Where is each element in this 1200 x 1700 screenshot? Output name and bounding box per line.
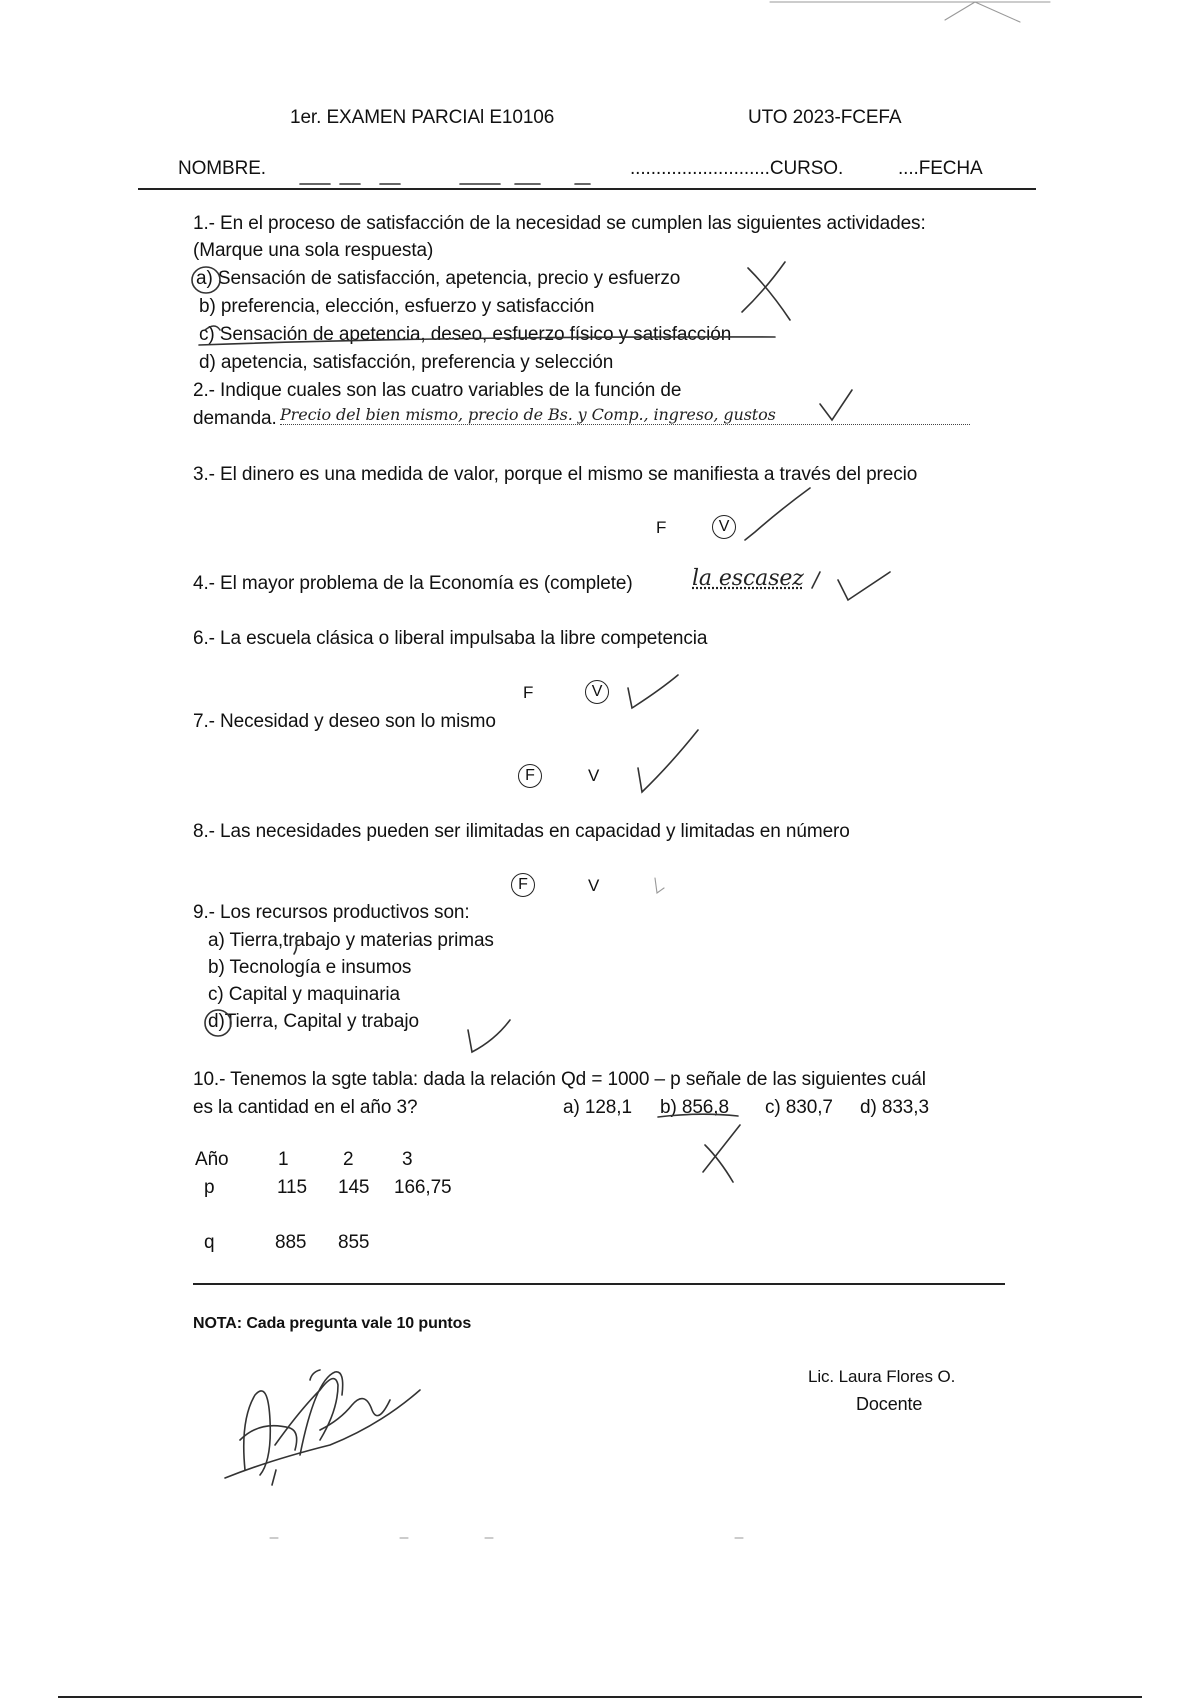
signature bbox=[225, 1370, 420, 1485]
table-q-label: q bbox=[204, 1232, 215, 1253]
table-header-2: 2 bbox=[343, 1149, 354, 1170]
footer-divider bbox=[193, 1283, 1005, 1285]
table-p-1: 115 bbox=[277, 1177, 307, 1198]
q8-true: V bbox=[588, 876, 600, 895]
q8-mark bbox=[655, 878, 664, 893]
fecha-label: ....FECHA bbox=[898, 158, 983, 179]
q8-question: 8.- Las necesidades pueden ser ilimitadas en capacidad y limitadas en número bbox=[193, 821, 850, 842]
q9-option-d: d)Tierra, Capital y trabajo bbox=[208, 1011, 419, 1032]
scan-mark-top bbox=[770, 2, 1050, 22]
teacher-role: Docente bbox=[856, 1394, 923, 1414]
q1-option-d: d) apetencia, satisfacción, preferencia y selección bbox=[199, 352, 614, 373]
nota: NOTA: Cada pregunta vale 10 puntos bbox=[193, 1315, 472, 1332]
q3-question: 3.- El dinero es una medida de valor, porque el mismo se manifiesta a través del precio bbox=[193, 464, 918, 485]
q2-question: 2.- Indique cuales son las cuatro variables de la función de bbox=[193, 380, 682, 401]
q10-option-b: b) 856,8 bbox=[660, 1097, 729, 1118]
bottom-edge-line bbox=[58, 1696, 1142, 1698]
q7-check bbox=[638, 730, 698, 792]
q3-true-circled: V bbox=[712, 515, 736, 539]
q7-false-circled: F bbox=[518, 764, 542, 788]
q6-question: 6.- La escuela clásica o liberal impulsaba la libre competencia bbox=[193, 628, 708, 649]
q1-cross-mark bbox=[742, 262, 790, 320]
q6-check bbox=[628, 675, 678, 708]
table-q-1: 885 bbox=[275, 1232, 307, 1253]
curso-label: ...........................CURSO. bbox=[630, 158, 844, 179]
q1-question: 1.- En el proceso de satisfacción de la necesidad se cumplen las siguientes actividades: bbox=[193, 213, 926, 234]
table-header-3: 3 bbox=[402, 1149, 413, 1170]
q3-false: F bbox=[656, 518, 667, 537]
q1-instruction: (Marque una sola respuesta) bbox=[193, 240, 434, 261]
q10-line1: 10.- Tenemos la sgte tabla: dada la relación Qd = 1000 – p señale de las siguientes cuál bbox=[193, 1069, 926, 1090]
q10-cross-mark bbox=[703, 1125, 740, 1182]
q7-true: V bbox=[588, 766, 600, 785]
q1-option-b: b) preferencia, elección, esfuerzo y satisfacción bbox=[199, 296, 595, 317]
q6-true-circled: V bbox=[585, 680, 609, 704]
nombre-label: NOMBRE. bbox=[178, 158, 266, 179]
q7-question: 7.- Necesidad y deseo son lo mismo bbox=[193, 711, 496, 732]
q10-option-a: a) 128,1 bbox=[563, 1097, 632, 1118]
q10-option-d: d) 833,3 bbox=[860, 1097, 929, 1118]
q4-check bbox=[838, 572, 890, 600]
table-p-3: 166,75 bbox=[394, 1177, 452, 1198]
table-p-2: 145 bbox=[338, 1177, 370, 1198]
table-p-label: p bbox=[204, 1177, 215, 1198]
q4-mark bbox=[812, 572, 820, 588]
q10-option-c: c) 830,7 bbox=[765, 1097, 833, 1118]
q9-question: 9.- Los recursos productivos son: bbox=[193, 902, 470, 923]
q4-question: 4.- El mayor problema de la Economía es (complete) bbox=[193, 573, 633, 594]
exam-title: 1er. EXAMEN PARCIAl E10106 bbox=[290, 107, 555, 128]
q4-handwritten-answer: la escasez bbox=[692, 566, 804, 591]
table-q-2: 855 bbox=[338, 1232, 370, 1253]
q2-prefix: demanda. bbox=[193, 408, 277, 429]
q10-line2: es la cantidad en el año 3? bbox=[193, 1097, 418, 1118]
q1-option-a: a) Sensación de satisfacción, apetencia, precio y esfuerzo bbox=[196, 268, 681, 289]
q9-option-a: a) Tierra,trabajo y materias primas bbox=[208, 930, 494, 951]
header-divider bbox=[138, 188, 1036, 190]
table-header-year: Año bbox=[195, 1149, 229, 1170]
teacher-name: Lic. Laura Flores O. bbox=[808, 1367, 956, 1386]
q1-option-c: c) Sensación de apetencia, deseo, esfuerzo físico y satisfacción bbox=[199, 324, 732, 345]
table-header-1: 1 bbox=[278, 1149, 289, 1170]
q9-option-c: c) Capital y maquinaria bbox=[208, 984, 401, 1005]
q6-false: F bbox=[523, 683, 534, 702]
q9-option-b: b) Tecnología e insumos bbox=[208, 957, 412, 978]
q2-handwritten-answer: Precio del bien mismo, precio de Bs. y Comp., ingreso, gustos bbox=[280, 405, 970, 425]
q3-check bbox=[745, 488, 810, 540]
q9-check bbox=[468, 1020, 510, 1052]
institution: UTO 2023-FCEFA bbox=[748, 107, 902, 128]
q8-false-circled: F bbox=[511, 873, 535, 897]
